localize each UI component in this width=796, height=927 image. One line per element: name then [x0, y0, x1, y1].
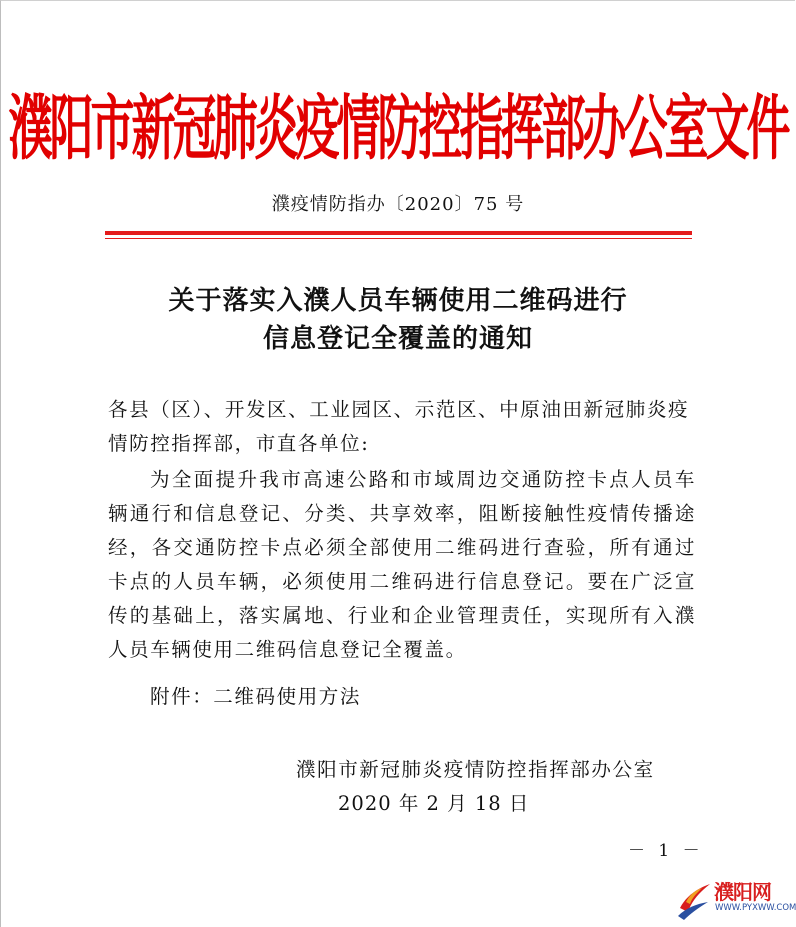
- attachment-line: 附件：二维码使用方法: [150, 685, 362, 708]
- document-number: 濮疫情防指办〔2020〕75 号: [271, 194, 525, 215]
- masthead-title: 濮阳市新冠肺炎疫情防控指挥部办公室文件: [8, 88, 788, 170]
- red-divider-thin: [105, 238, 692, 239]
- notice-title-line1: 关于落实入濮人员车辆使用二维码进行: [168, 286, 628, 316]
- signature-organization: 濮阳市新冠肺炎疫情防控指挥部办公室: [296, 758, 655, 781]
- watermark-site-name: 濮阳网: [714, 880, 771, 904]
- notice-title-line2: 信息登记全覆盖的通知: [262, 324, 533, 354]
- site-watermark[interactable]: [676, 876, 794, 922]
- salutation: 各县（区）、开发区、工业园区、示范区、中原油田新冠肺炎疫情防控指挥部，市直各单位:: [108, 398, 690, 455]
- page-number: － 1 －: [628, 841, 704, 861]
- pyxww-logo-icon: [676, 878, 712, 920]
- watermark-site-url: WWW.PYXWW.COM: [715, 903, 796, 913]
- red-divider-thick: [105, 231, 692, 235]
- body-paragraph: 为全面提升我市高速公路和市域周边交通防控卡点人员车辆通行和信息登记、分类、共享效率，阻断接触性疫情传播途经，各交通防控卡点必须全部使用二维码进行查验，所有通过卡点的人员车辆，必须使用二维码进行信息登记。要在广泛宣传的基础上，落实属地、行业和企业管理责任，实现所有入濮人员车辆使用二维码信息登记全覆盖。: [108, 468, 696, 661]
- signature-date: 2020 年 2 月 18 日: [338, 792, 530, 815]
